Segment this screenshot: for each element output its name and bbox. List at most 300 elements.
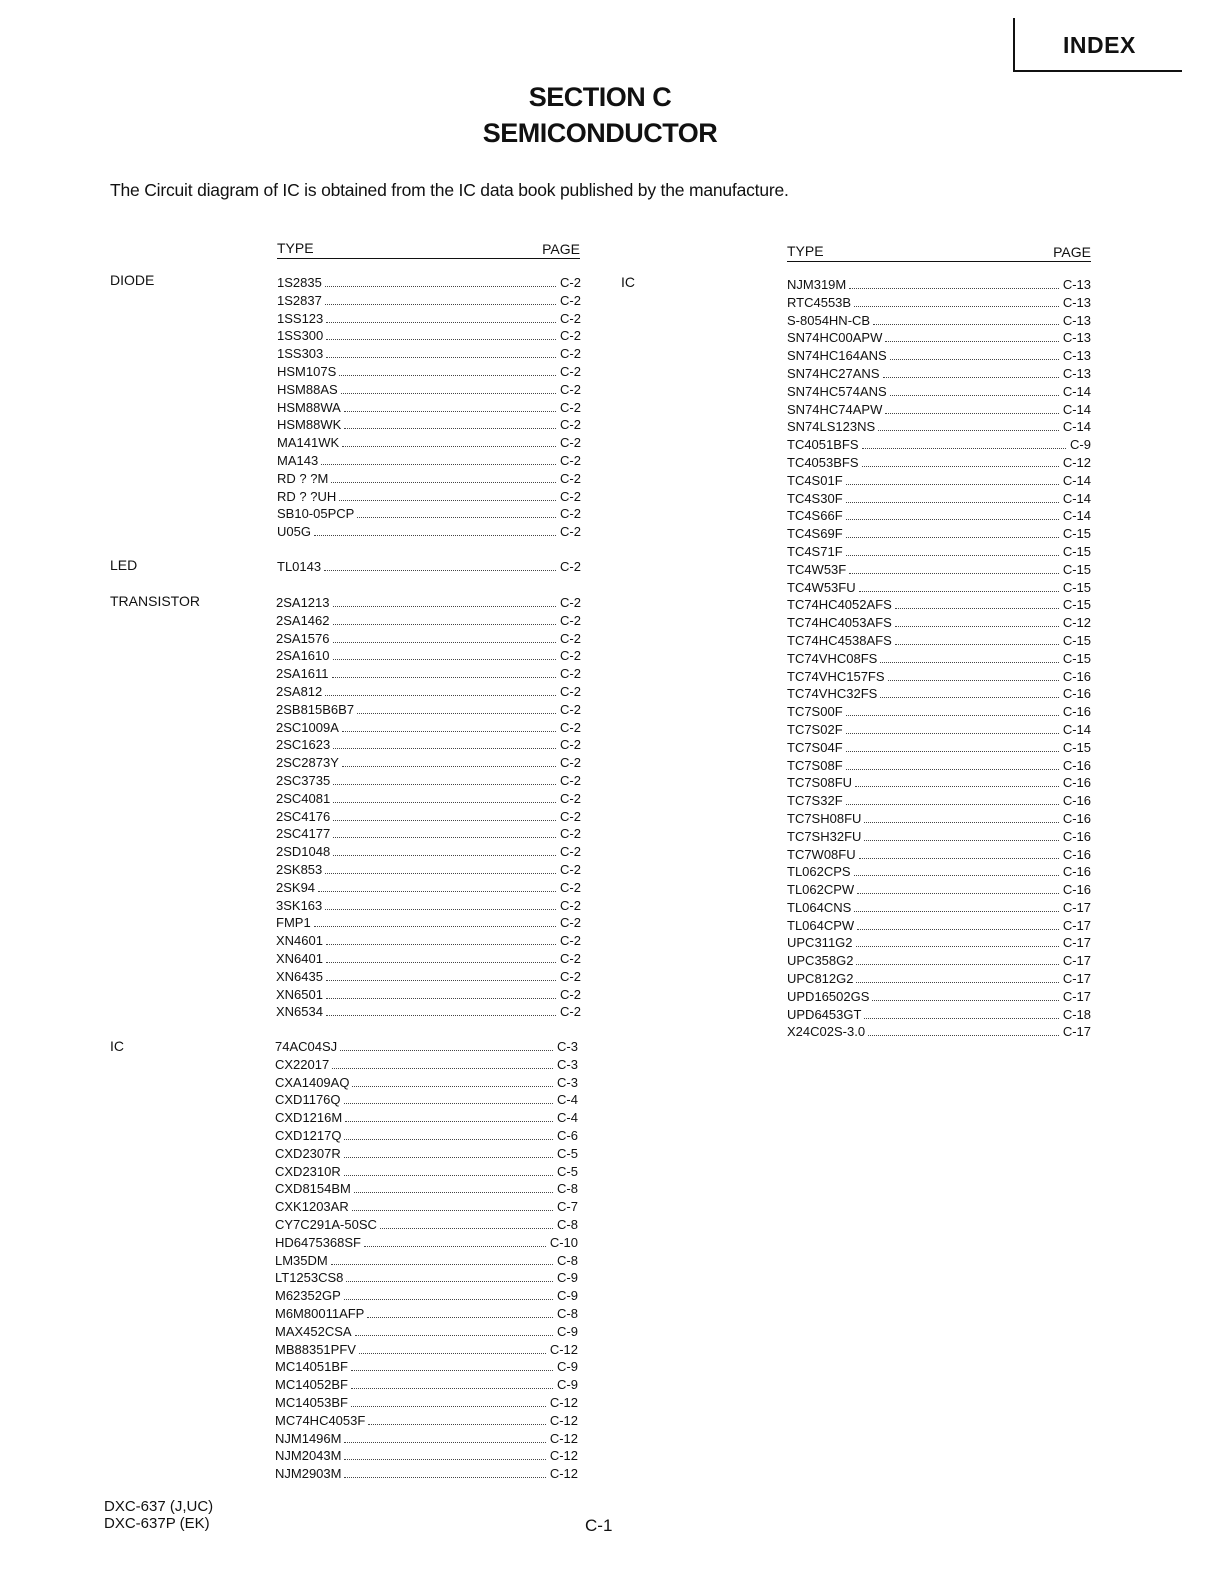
dot-leader — [354, 1182, 553, 1193]
entry-page: C-2 — [560, 506, 581, 522]
index-entry — [275, 1465, 578, 1483]
entry-page: C-15 — [1062, 579, 1091, 595]
index-entry — [275, 1056, 578, 1074]
index-entry — [787, 1023, 1091, 1041]
entry-type: TC7SH08FU — [787, 810, 862, 826]
index-entry — [787, 418, 1091, 436]
index-entry — [277, 363, 581, 381]
index-entry — [275, 1412, 578, 1430]
entry-type: MB88351PFV — [275, 1341, 356, 1357]
entry-page: C-2 — [560, 524, 581, 540]
entry-page: C-2 — [560, 986, 581, 1002]
entry-type: UPD16502GS — [787, 988, 870, 1004]
entry-type: TC74HC4053AFS — [787, 615, 892, 631]
index-entry — [787, 490, 1091, 508]
index-entry — [277, 452, 581, 470]
intro-text: The Circuit diagram of IC is obtained from the IC data book published by the manufacture. — [110, 180, 789, 200]
entry-page: C-8 — [557, 1252, 578, 1268]
entry-page: C-13 — [1062, 348, 1091, 364]
index-entry — [787, 757, 1091, 775]
entry-page: C-3 — [557, 1039, 578, 1054]
dot-leader — [351, 1360, 553, 1371]
entry-type: 2SA812 — [276, 683, 323, 699]
dot-leader — [857, 919, 1059, 930]
index-entry — [787, 383, 1091, 401]
entry-page: C-15 — [1062, 526, 1091, 542]
dot-leader — [880, 687, 1059, 698]
index-entry — [276, 825, 581, 843]
entry-type: MA141WK — [277, 435, 340, 451]
entry-type: XN6401 — [276, 950, 323, 966]
entry-page: C-16 — [1062, 757, 1091, 773]
dot-leader — [344, 1165, 553, 1176]
entry-page: C-2 — [560, 826, 581, 842]
entry-type: HD6475368SF — [275, 1234, 361, 1250]
entry-type: 1SS303 — [277, 346, 324, 362]
index-entry — [787, 579, 1091, 597]
entry-page: C-17 — [1062, 953, 1091, 969]
entry-page: C-14 — [1062, 401, 1091, 417]
dot-leader — [333, 827, 556, 838]
index-entry — [276, 879, 581, 897]
entry-page: C-16 — [1062, 828, 1091, 844]
entry-type: 2SC4177 — [276, 826, 331, 842]
entry-page: C-16 — [1062, 846, 1091, 862]
entry-type: 2SC3735 — [276, 772, 331, 788]
index-entry — [787, 934, 1091, 952]
entry-type: 1SS300 — [277, 328, 324, 344]
entry-type: TC7SH32FU — [787, 828, 862, 844]
dot-leader — [339, 365, 556, 376]
dot-leader — [864, 1008, 1058, 1019]
entry-page: C-17 — [1062, 917, 1091, 933]
index-entry — [787, 810, 1091, 828]
entry-type: RD ? ?UH — [277, 488, 337, 504]
dot-leader — [341, 383, 556, 394]
entry-page: C-12 — [549, 1412, 578, 1428]
dot-leader — [857, 883, 1059, 894]
index-entry — [275, 1216, 578, 1234]
dot-leader — [367, 1307, 553, 1318]
entry-type: S-8054HN-CB — [787, 312, 871, 328]
dot-leader — [331, 472, 556, 483]
dot-leader — [380, 1218, 553, 1229]
index-entry — [787, 454, 1091, 472]
entry-page: C-17 — [1062, 935, 1091, 951]
index-entry — [787, 952, 1091, 970]
entry-page: C-9 — [557, 1270, 578, 1286]
index-entry — [277, 274, 581, 292]
index-entry — [277, 327, 581, 345]
dot-leader — [854, 865, 1059, 876]
dot-leader — [856, 936, 1059, 947]
dot-leader — [326, 970, 556, 981]
index-entry — [787, 561, 1091, 579]
index-entry — [787, 276, 1091, 294]
entry-type: TC4W53F — [787, 561, 847, 577]
dot-leader — [321, 454, 556, 465]
entry-page: C-2 — [560, 933, 581, 949]
entry-page: C-2 — [560, 452, 581, 468]
dot-leader — [326, 312, 556, 323]
entry-page: C-16 — [1062, 704, 1091, 720]
entry-type: CXK1203AR — [275, 1199, 349, 1215]
entry-type: MC14053BF — [275, 1394, 348, 1410]
entry-page: C-2 — [560, 470, 581, 486]
entry-page: C-2 — [560, 861, 581, 877]
entry-type: XN6501 — [276, 986, 323, 1002]
index-entry — [277, 310, 581, 328]
index-entry — [276, 594, 581, 612]
entry-type: SN74HC00APW — [787, 330, 883, 346]
dot-leader — [846, 741, 1059, 752]
index-entry — [787, 828, 1091, 846]
index-entry — [787, 899, 1091, 917]
led-list — [277, 558, 581, 576]
dot-leader — [862, 438, 1067, 449]
dot-leader — [344, 418, 556, 429]
entry-page: C-2 — [560, 897, 581, 913]
entry-type: TC7S00F — [787, 704, 843, 720]
entry-page: C-12 — [549, 1466, 578, 1482]
entry-type: TC4051BFS — [787, 437, 859, 453]
entry-type: FMP1 — [276, 915, 311, 931]
index-entry — [276, 843, 581, 861]
dot-leader — [326, 347, 556, 358]
index-entry — [276, 772, 581, 790]
index-entry — [276, 861, 581, 879]
transistor-list — [276, 594, 581, 1021]
entry-type: TL064CNS — [787, 899, 852, 915]
index-entry — [276, 736, 581, 754]
index-entry — [276, 932, 581, 950]
page-number: C-1 — [585, 1516, 613, 1535]
index-entry — [275, 1038, 578, 1056]
dot-leader — [342, 756, 556, 767]
dot-leader — [340, 1040, 553, 1051]
dot-leader — [344, 1147, 553, 1158]
entry-type: NJM319M — [787, 277, 847, 292]
index-entry — [787, 329, 1091, 347]
entry-type: CXA1409AQ — [275, 1074, 350, 1090]
index-entry — [275, 1198, 578, 1216]
entry-page: C-5 — [557, 1145, 578, 1161]
dot-leader — [895, 634, 1059, 645]
dot-leader — [846, 794, 1059, 805]
dot-leader — [859, 848, 1059, 859]
entry-page: C-17 — [1062, 899, 1091, 915]
entry-page: C-9 — [557, 1359, 578, 1375]
index-entry — [787, 614, 1091, 632]
entry-page: C-2 — [560, 612, 581, 628]
entry-page: C-16 — [1062, 686, 1091, 702]
index-entry — [275, 1234, 578, 1252]
entry-page: C-2 — [560, 844, 581, 860]
dot-leader — [344, 1449, 545, 1460]
dot-leader — [855, 776, 1059, 787]
entry-type: HSM88WA — [277, 399, 341, 415]
entry-type: TC74VHC08FS — [787, 650, 878, 666]
entry-page: C-16 — [1062, 668, 1091, 684]
index-entry — [277, 416, 581, 434]
dot-leader — [846, 474, 1059, 485]
index-entry — [275, 1341, 578, 1359]
entry-type: TC7S08FU — [787, 775, 853, 791]
entry-type: CXD2307R — [275, 1145, 341, 1161]
index-entry — [275, 1376, 578, 1394]
entry-page: C-14 — [1062, 490, 1091, 506]
entry-page: C-2 — [560, 292, 581, 308]
dot-leader — [888, 670, 1059, 681]
entry-page: C-14 — [1062, 508, 1091, 524]
entry-page: C-2 — [560, 701, 581, 717]
entry-page: C-8 — [557, 1305, 578, 1321]
entry-type: 2SC1623 — [276, 737, 331, 753]
page-header: PAGE — [542, 241, 580, 257]
index-entry — [787, 703, 1091, 721]
entry-type: MC14052BF — [275, 1377, 348, 1393]
entry-page: C-4 — [557, 1110, 578, 1126]
index-entry — [276, 612, 581, 630]
entry-type: SB10-05PCP — [277, 506, 355, 522]
dot-leader — [345, 1111, 553, 1122]
entry-type: TL0143 — [277, 559, 322, 574]
dot-leader — [344, 401, 556, 412]
entry-page: C-15 — [1062, 650, 1091, 666]
dot-leader — [342, 436, 556, 447]
index-entry — [276, 897, 581, 915]
entry-type: M62352GP — [275, 1288, 341, 1304]
entry-page: C-4 — [557, 1092, 578, 1108]
index-entry — [275, 1145, 578, 1163]
entry-page: C-15 — [1062, 597, 1091, 613]
category-label-led: LED — [110, 557, 138, 573]
entry-page: C-12 — [549, 1394, 578, 1410]
entry-page: C-13 — [1062, 330, 1091, 346]
entry-page: C-8 — [557, 1216, 578, 1232]
index-entry — [275, 1269, 578, 1287]
index-entry — [275, 1358, 578, 1376]
entry-type: CXD1176Q — [275, 1092, 341, 1108]
entry-type: TC7W08FU — [787, 846, 856, 862]
category-label-ic-right: IC — [621, 274, 635, 290]
entry-type: 1S2837 — [277, 292, 322, 308]
entry-type: TL062CPW — [787, 882, 855, 898]
index-entry — [277, 292, 581, 310]
category-label-ic: IC — [110, 1038, 124, 1054]
dot-leader — [325, 294, 556, 305]
index-entry — [787, 739, 1091, 757]
index-entry — [787, 1006, 1091, 1024]
index-entry — [276, 1003, 581, 1021]
entry-page: C-8 — [557, 1181, 578, 1197]
entry-type: CX22017 — [275, 1056, 330, 1072]
entry-type: NJM1496M — [275, 1430, 342, 1446]
entry-page: C-2 — [560, 328, 581, 344]
dot-leader — [333, 596, 557, 607]
index-entry — [275, 1163, 578, 1181]
entry-page: C-17 — [1062, 971, 1091, 987]
dot-leader — [333, 614, 557, 625]
dot-leader — [846, 723, 1059, 734]
index-entry — [276, 683, 581, 701]
dot-leader — [846, 527, 1059, 538]
entry-page: C-16 — [1062, 810, 1091, 826]
dot-leader — [862, 456, 1059, 467]
index-entry — [787, 685, 1091, 703]
entry-page: C-14 — [1062, 419, 1091, 435]
section-title: SECTION C — [528, 82, 672, 112]
index-entry — [787, 988, 1091, 1006]
index-entry — [787, 668, 1091, 686]
dot-leader — [895, 598, 1059, 609]
index-entry — [276, 914, 581, 932]
entry-page: C-16 — [1062, 775, 1091, 791]
entry-type: MC14051BF — [275, 1359, 348, 1375]
index-entry — [787, 294, 1091, 312]
entry-type: XN6435 — [276, 968, 323, 984]
dot-leader — [326, 934, 556, 945]
dot-leader — [849, 563, 1059, 574]
entry-type: TC4S01F — [787, 472, 843, 488]
entry-type: HSM88WK — [277, 417, 342, 433]
entry-type: TC4S71F — [787, 543, 843, 559]
entry-type: TC7S08F — [787, 757, 843, 773]
index-entry — [275, 1091, 578, 1109]
index-entry — [277, 488, 581, 506]
index-entry — [276, 808, 581, 826]
dot-leader — [359, 1343, 546, 1354]
entry-type: UPC358G2 — [787, 953, 854, 969]
index-entry — [787, 401, 1091, 419]
entry-page: C-16 — [1062, 882, 1091, 898]
entry-type: MAX452CSA — [275, 1323, 352, 1339]
entry-type: CXD1216M — [275, 1110, 343, 1126]
entry-page: C-16 — [1062, 864, 1091, 880]
index-entry — [277, 381, 581, 399]
entry-page: C-10 — [549, 1234, 578, 1250]
entry-type: SN74LS123NS — [787, 419, 876, 435]
index-entry — [277, 523, 581, 541]
dot-leader — [351, 1378, 553, 1389]
dot-leader — [355, 1325, 553, 1336]
dot-leader — [873, 314, 1059, 325]
dot-leader — [849, 278, 1059, 289]
ic-list-left — [275, 1038, 578, 1483]
entry-page: C-14 — [1062, 721, 1091, 737]
entry-type: MA143 — [277, 452, 319, 468]
entry-type: TC4S66F — [787, 508, 843, 524]
index-entry — [277, 505, 581, 523]
dot-leader — [326, 952, 556, 963]
dot-leader — [344, 1289, 553, 1300]
entry-type: TC4W53FU — [787, 579, 856, 595]
entry-type: TC7S02F — [787, 721, 843, 737]
dot-leader — [344, 1129, 553, 1140]
dot-leader — [895, 616, 1059, 627]
dot-leader — [342, 721, 556, 732]
entry-page: C-2 — [560, 737, 581, 753]
model-line-1: DXC-637 (J,UC) — [104, 1498, 214, 1515]
dot-leader — [856, 972, 1058, 983]
entry-page: C-17 — [1062, 1024, 1091, 1040]
entry-type: TC7S32F — [787, 793, 843, 809]
index-entry — [277, 399, 581, 417]
index-entry — [275, 1074, 578, 1092]
entry-page: C-12 — [549, 1341, 578, 1357]
dot-leader — [368, 1414, 545, 1425]
index-entry — [787, 436, 1091, 454]
dot-leader — [352, 1076, 553, 1087]
index-entry — [276, 665, 581, 683]
entry-type: 2SA1611 — [276, 666, 329, 682]
dot-leader — [846, 759, 1059, 770]
footer-models — [104, 1498, 213, 1532]
entry-page: C-13 — [1062, 312, 1091, 328]
entry-type: TL062CPS — [787, 864, 851, 880]
index-entry — [276, 719, 581, 737]
dot-leader — [868, 1025, 1059, 1036]
dot-leader — [880, 652, 1059, 663]
entry-type: NJM2043M — [275, 1448, 342, 1464]
entry-type: TC74VHC157FS — [787, 668, 885, 684]
dot-leader — [344, 1467, 545, 1478]
entry-page: C-13 — [1062, 277, 1091, 292]
entry-page: C-2 — [560, 595, 581, 610]
index-entry — [787, 863, 1091, 881]
dot-leader — [885, 403, 1058, 414]
dot-leader — [878, 420, 1059, 431]
category-label-diode: DIODE — [110, 272, 155, 288]
entry-page: C-2 — [560, 790, 581, 806]
entry-type: TC4053BFS — [787, 454, 859, 470]
entry-page: C-2 — [560, 683, 581, 699]
dot-leader — [885, 331, 1058, 342]
entry-page: C-2 — [560, 950, 581, 966]
entry-page: C-15 — [1062, 739, 1091, 755]
entry-type: TL064CPW — [787, 917, 855, 933]
entry-type: RD ? ?M — [277, 470, 329, 486]
entry-page: C-3 — [557, 1074, 578, 1090]
index-entry — [787, 347, 1091, 365]
dot-leader — [332, 667, 557, 678]
entry-page: C-2 — [560, 719, 581, 735]
entry-page: C-2 — [560, 666, 581, 682]
entry-page: C-15 — [1062, 543, 1091, 559]
dot-leader — [333, 738, 556, 749]
index-entry — [275, 1127, 578, 1145]
dot-leader — [357, 703, 556, 714]
entry-page: C-2 — [560, 417, 581, 433]
entry-type: UPC812G2 — [787, 971, 854, 987]
index-entry — [787, 792, 1091, 810]
dot-leader — [352, 1200, 553, 1211]
entry-type: 74AC04SJ — [275, 1039, 338, 1054]
entry-page: C-14 — [1062, 472, 1091, 488]
entry-page: C-9 — [557, 1288, 578, 1304]
dot-leader — [326, 1005, 556, 1016]
index-entry — [787, 650, 1091, 668]
entry-page: C-2 — [560, 755, 581, 771]
ic-list-right — [787, 276, 1091, 1041]
entry-type: XN6534 — [276, 1004, 323, 1020]
entry-type: TC7S04F — [787, 739, 843, 755]
entry-type: SN74HC27ANS — [787, 365, 880, 381]
dot-leader — [846, 509, 1059, 520]
entry-type: 2SA1576 — [276, 630, 330, 646]
entry-type: NJM2903M — [275, 1466, 342, 1482]
entry-type: CXD2310R — [275, 1163, 341, 1179]
